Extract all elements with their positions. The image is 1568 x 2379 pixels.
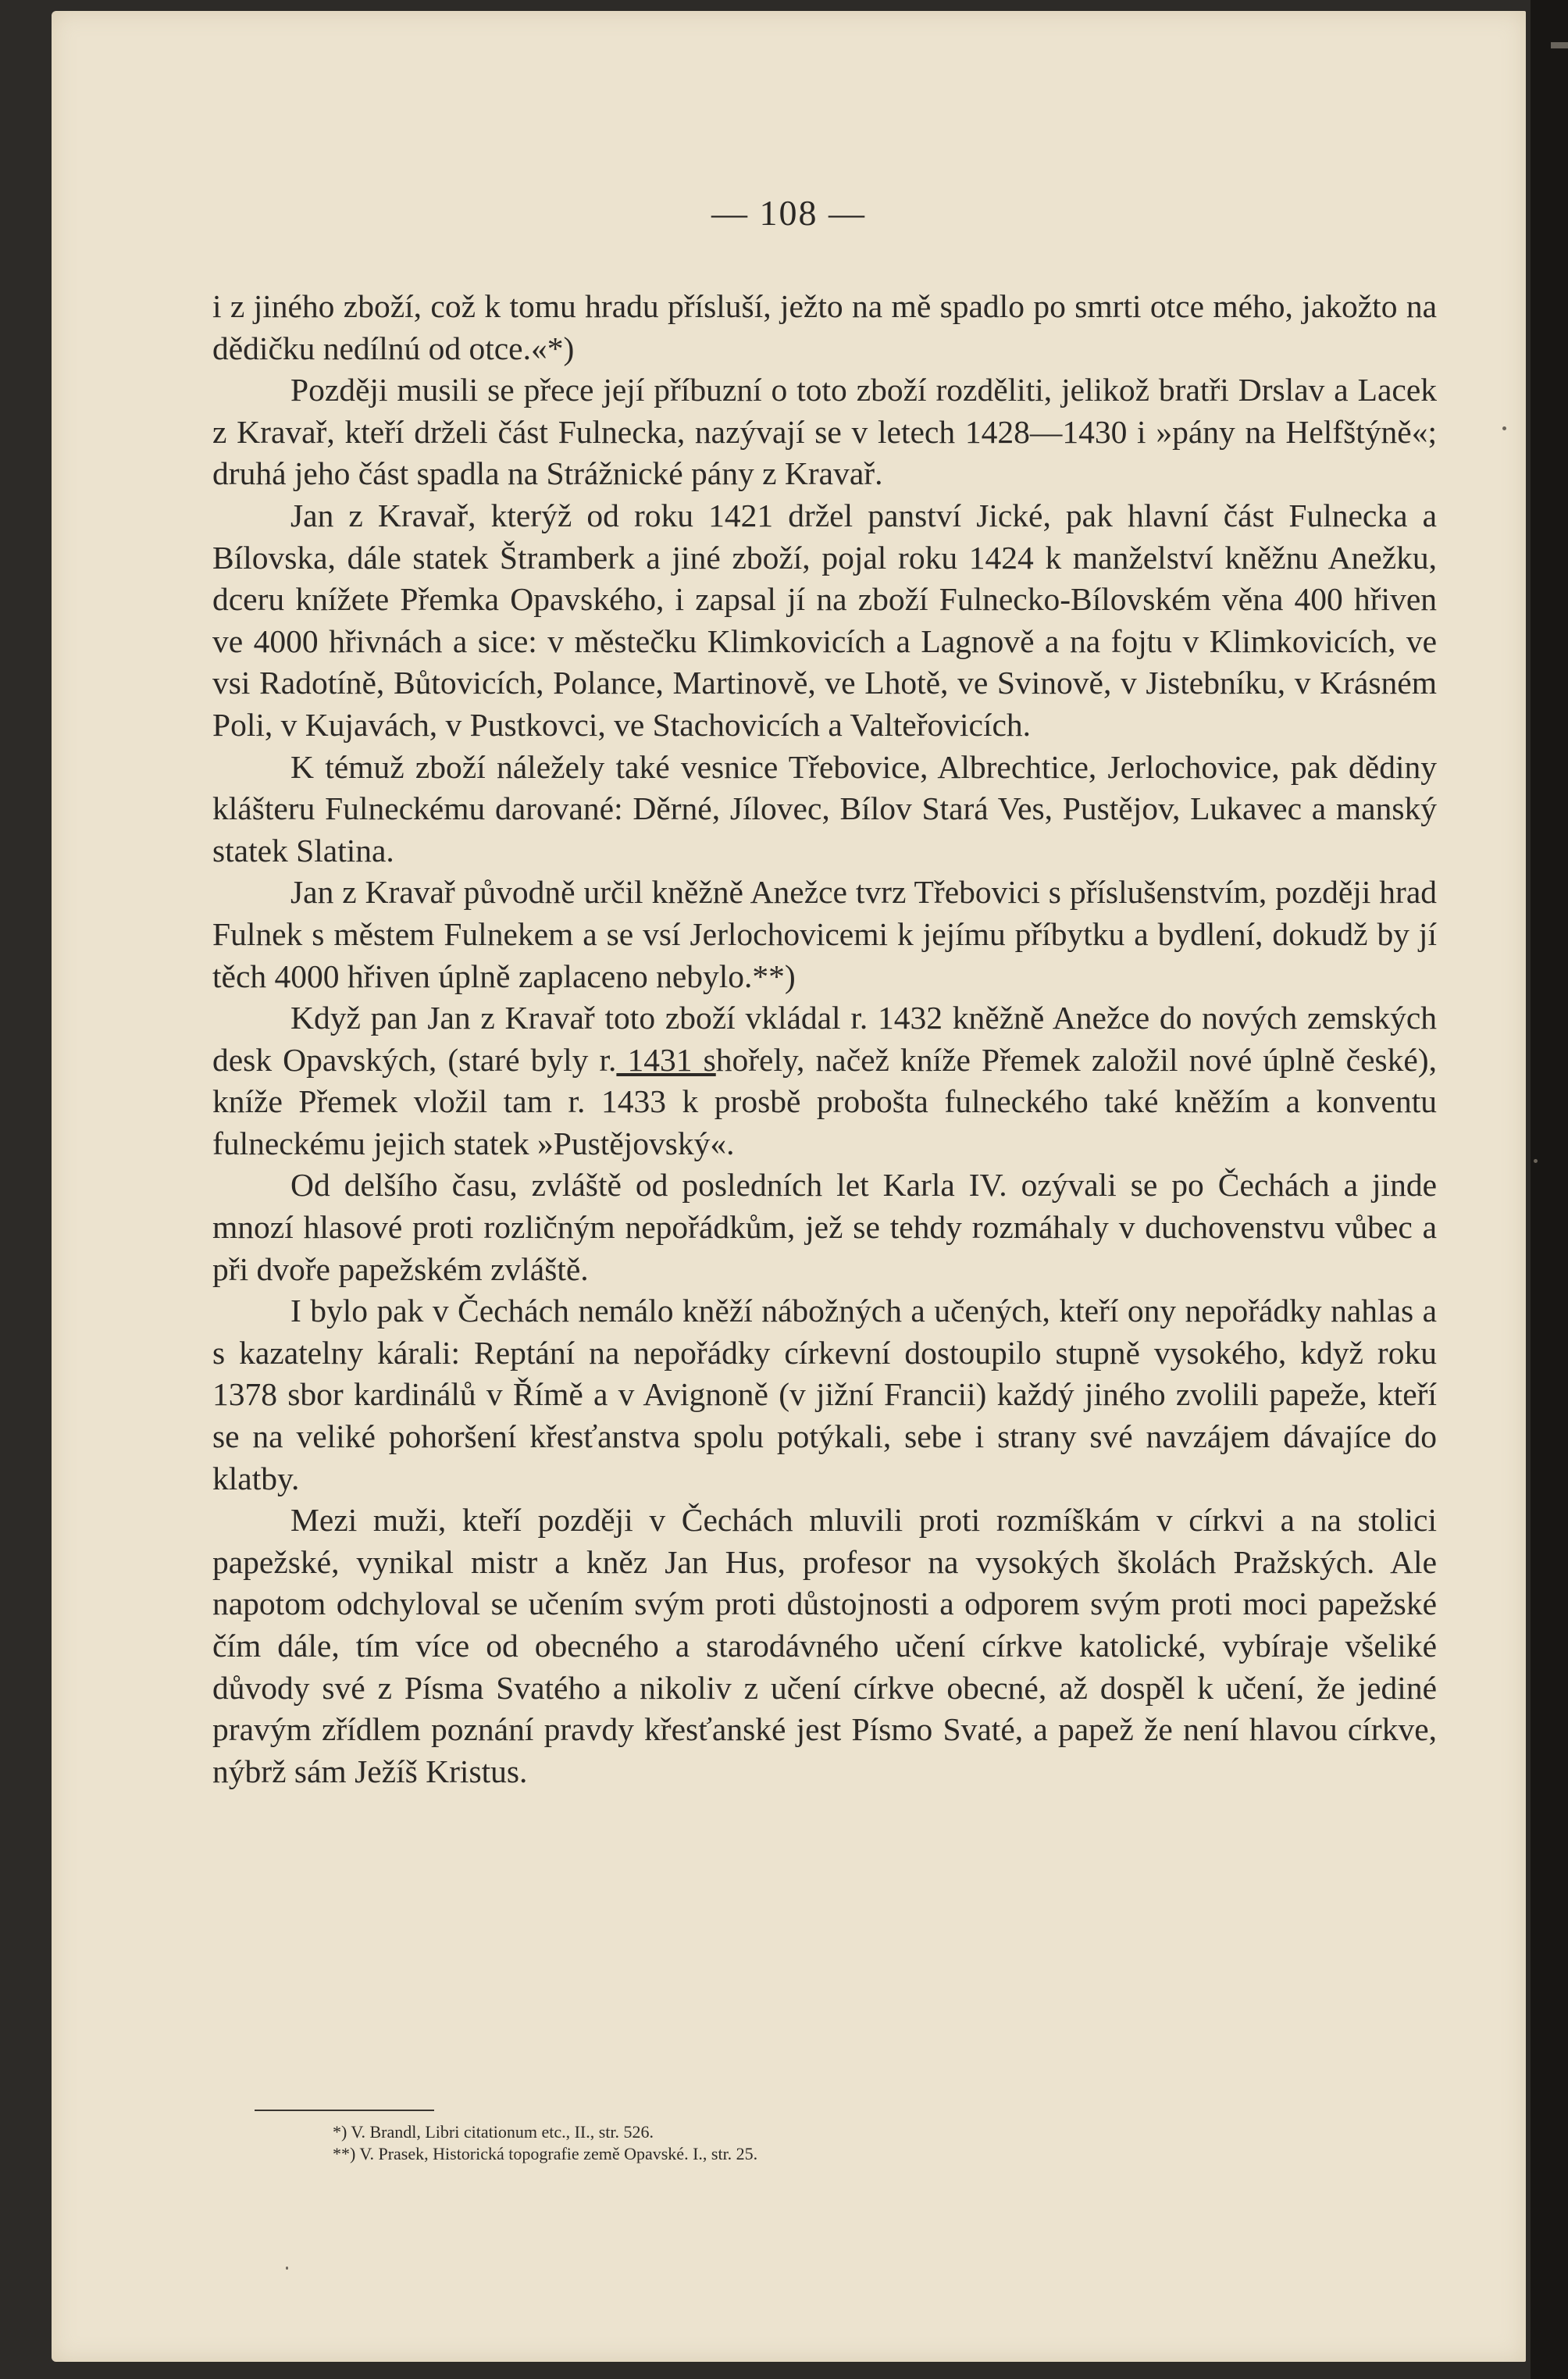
underlined-text: 1431 s: [616, 1041, 716, 1078]
paragraph: K témuž zboží náležely také vesnice Třebovice, Albrechtice, Jerlochovice, pak dědiny klášteru Fulneckému darované: Děrné, Jílovec, Bílov Stará Ves, Pustějov, Lukavec a manský statek Slatina.: [212, 748, 1437, 868]
margin-speck: [1502, 426, 1506, 430]
paragraph: [212, 997, 1437, 1165]
book-page: [52, 11, 1526, 2362]
paragraph: I bylo pak v Čechách nemálo kněží nábožných a učených, kteří ony nepořádky nahlas a s kazatelny kárali: Reptání na nepořádky církevní dostoupilo stupně vysokého, když roku 1378 sbor kardinálů v Římě a v Avignoně (v jižní Francii) každý jiného zvolili papeže, kteří se na veliké pohoršení křesťanstva spolu potýkali, sebe i strany své navzájem dávajíce do klatby.: [212, 1293, 1437, 1496]
footnote: *) V. Brandl, Libri citationum etc., II., str. 526.: [333, 2122, 654, 2142]
footnotes: [333, 2121, 1348, 2165]
body-text: [212, 286, 1437, 1792]
margin-speck: [1534, 1159, 1538, 1163]
paragraph: Od delšího času, zvláště od posledních let Karla IV. ozývali se po Čechách a jinde mnozí hlasové proti rozličným nepořádkům, jež se tehdy rozmáhaly v duchovenstvu vůbec a při dvoře papežském zvláště.: [212, 1167, 1437, 1287]
scan-corner-mark: [1551, 42, 1568, 48]
paragraph: Později musili se přece její příbuzní o toto zboží rozděliti, jelikož bratři Drslav a Lacek z Kravař, kteří drželi část Fulnecka, nazývají se v letech 1428—1430 i »pány na Helfštýně«; druhá jeho část spadla na Strážnické pány z Kravař.: [212, 372, 1437, 492]
margin-speck: [286, 2267, 288, 2270]
paragraph: i z jiného zboží, což k tomu hradu přísluší, ježto na mě spadlo po smrti otce mého, jakožto na dědičku nedílnú od otce.«*): [212, 288, 1437, 366]
footnote-divider: [255, 2110, 434, 2111]
footnote: **) V. Prasek, Historická topografie země Opavské. I., str. 25.: [333, 2144, 758, 2163]
page-number: — 108 —: [711, 193, 866, 233]
paragraph: Mezi muži, kteří později v Čechách mluvili proti rozmíškám v církvi a na stolici papežské, vynikal mistr a kněz Jan Hus, profesor na vysokých školách Pražských. Ale napotom odchyloval se učením svým proti důstojnosti a odporem svým proti moci papežské čím dále, tím více od obecného a starodávného učení církve katolické, vybíraje všeliké důvody své z Písma Svatého a nikoliv z učení církve obecné, až dospěl k učení, že jediné pravým zřídlem poznání pravdy křesťanské jest Písmo Svaté, a papež že není hlavou církve, nýbrž sám Ježíš Kristus.: [212, 1502, 1437, 1789]
paragraph-text: Když pan Jan z Kravař toto zboží vkládal r. 1432 kněžně Anežce do nových zemských desk Opavských, (staré byly r.: [212, 1000, 1437, 1078]
paragraph-text: hořely, načež kníže Přemek založil nové úplně české), kníže Přemek vložil tam r. 1433 k prosbě probošta fulneckého také kněžím a konventu fulneckému jejich statek »Pustějovský«.: [212, 1041, 1437, 1161]
scan-background-edge: [1531, 0, 1568, 2379]
paragraph: Jan z Kravař původně určil kněžně Anežce tvrz Třebovici s příslušenstvím, později hrad Fulnek s městem Fulnekem a se vsí Jerlochovicemi k jejímu příbytku a bydlení, dokudž by jí těch 4000 hřiven úplně zaplaceno nebylo.**): [212, 874, 1437, 994]
paragraph: Jan z Kravař, kterýž od roku 1421 držel panství Jické, pak hlavní část Fulnecka a Bílovska, dále statek Štramberk a jiné zboží, pojal roku 1424 k manželství kněžnu Anežku, dceru knížete Přemka Opavského, i zapsal jí na zboží Fulnecko-Bílovském věna 400 hřiven ve 4000 hřivnách a sice: v městečku Klimkovicích a Lagnově a na fojtu v Klimkovicích, ve vsi Radotíně, Bůtovicích, Polance, Martinově, ve Lhotě, ve Svinově, v Jistebníku, v Krásném Poli, v Kujavách, v Pustkovci, ve Stachovicích a Valteřovicích.: [212, 497, 1437, 743]
